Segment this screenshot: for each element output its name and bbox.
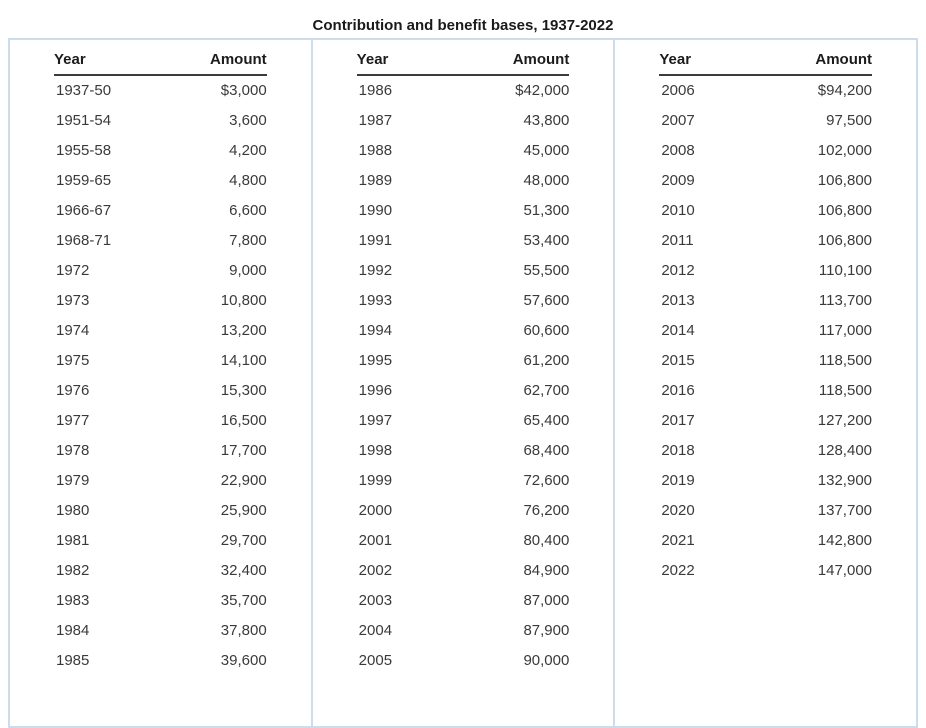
amount-cell: 142,800 <box>817 532 873 549</box>
header-row <box>659 40 872 75</box>
table-row <box>54 136 267 166</box>
table-row <box>54 586 267 616</box>
year-cell: 2008 <box>661 142 695 159</box>
year-cell: 1991 <box>358 232 393 249</box>
amount-cell: 48,000 <box>523 172 570 189</box>
year-cell: 2014 <box>661 322 695 339</box>
data-table <box>659 40 872 586</box>
table-row <box>357 586 570 616</box>
table-row <box>54 166 267 196</box>
year-cell: 1955-58 <box>56 142 112 159</box>
year-cell: 1968-71 <box>56 232 112 249</box>
contribution-benefit-bases-table <box>8 38 918 728</box>
table-row <box>357 436 570 466</box>
amount-cell: 106,800 <box>817 172 873 189</box>
year-cell: 2021 <box>661 532 695 549</box>
year-cell: 2002 <box>358 562 393 579</box>
year-cell: 1979 <box>56 472 90 489</box>
amount-cell: 147,000 <box>817 562 873 579</box>
data-table <box>54 40 267 676</box>
table-row <box>54 466 267 496</box>
table-row <box>357 406 570 436</box>
table-row <box>357 526 570 556</box>
amount-cell: 43,800 <box>523 112 570 129</box>
amount-cell: 6,600 <box>229 202 267 219</box>
table-row <box>659 346 872 376</box>
year-cell: 1986 <box>358 82 393 99</box>
amount-cell: 39,600 <box>220 652 267 669</box>
table-row <box>659 466 872 496</box>
amount-cell: 51,300 <box>523 202 570 219</box>
year-cell: 1989 <box>358 172 393 189</box>
amount-cell: 25,900 <box>220 502 267 519</box>
table-row <box>54 496 267 526</box>
table-row <box>54 526 267 556</box>
year-cell: 2004 <box>358 622 393 639</box>
year-cell: 1985 <box>56 652 90 669</box>
table-row <box>357 106 570 136</box>
table-row <box>659 526 872 556</box>
year-cell: 1980 <box>56 502 90 519</box>
amount-cell: 132,900 <box>817 472 873 489</box>
amount-cell: 3,600 <box>229 112 267 129</box>
table-row <box>54 376 267 406</box>
table-row <box>54 616 267 646</box>
year-cell: 1974 <box>56 322 90 339</box>
table-panel-2006-2022 <box>613 40 916 726</box>
amount-cell: 32,400 <box>220 562 267 579</box>
table-row <box>357 166 570 196</box>
table-row <box>357 346 570 376</box>
year-cell: 1987 <box>358 112 393 129</box>
amount-cell: 106,800 <box>817 202 873 219</box>
table-row <box>54 256 267 286</box>
amount-cell: 57,600 <box>523 292 570 309</box>
amount-column-header: Amount <box>160 40 266 75</box>
amount-cell: 127,200 <box>817 412 873 429</box>
table-row <box>659 75 872 106</box>
amount-cell: $3,000 <box>220 82 267 99</box>
table-row <box>659 406 872 436</box>
year-cell: 2018 <box>661 442 695 459</box>
amount-cell: 84,900 <box>523 562 570 579</box>
table-panel-1986-2005 <box>311 40 614 726</box>
year-cell: 2001 <box>358 532 393 549</box>
table-row <box>357 496 570 526</box>
amount-cell: 16,500 <box>220 412 267 429</box>
year-cell: 1994 <box>358 322 393 339</box>
year-cell: 2011 <box>661 232 694 249</box>
table-row <box>54 75 267 106</box>
year-cell: 2005 <box>358 652 393 669</box>
year-cell: 1982 <box>56 562 90 579</box>
year-cell: 1983 <box>56 592 90 609</box>
amount-cell: 4,200 <box>229 142 267 159</box>
year-column-header: Year <box>659 40 765 75</box>
amount-cell: 55,500 <box>523 262 570 279</box>
year-cell: 1951-54 <box>56 112 112 129</box>
year-cell: 2009 <box>661 172 695 189</box>
amount-cell: 106,800 <box>817 232 873 249</box>
year-cell: 1973 <box>56 292 90 309</box>
table-row <box>659 316 872 346</box>
amount-cell: 87,000 <box>523 592 570 609</box>
year-cell: 2003 <box>358 592 393 609</box>
year-cell: 1995 <box>358 352 393 369</box>
amount-cell: 10,800 <box>220 292 267 309</box>
year-cell: 2022 <box>661 562 695 579</box>
table-row <box>659 226 872 256</box>
data-table <box>357 40 570 676</box>
amount-cell: 9,000 <box>229 262 267 279</box>
year-cell: 2017 <box>661 412 695 429</box>
table-row <box>54 106 267 136</box>
year-cell: 2007 <box>661 112 695 129</box>
amount-cell: 118,500 <box>818 382 873 399</box>
table-row <box>659 436 872 466</box>
year-cell: 1990 <box>358 202 393 219</box>
amount-cell: 62,700 <box>523 382 570 399</box>
year-cell: 1976 <box>56 382 90 399</box>
table-row <box>54 556 267 586</box>
amount-cell: 102,000 <box>817 142 873 159</box>
year-cell: 2012 <box>661 262 695 279</box>
year-cell: 1966-67 <box>56 202 112 219</box>
amount-cell: 53,400 <box>523 232 570 249</box>
table-row <box>357 316 570 346</box>
table-row <box>54 226 267 256</box>
amount-cell: 14,100 <box>220 352 267 369</box>
table-row <box>357 286 570 316</box>
amount-cell: 110,100 <box>818 262 873 279</box>
amount-cell: 45,000 <box>523 142 570 159</box>
amount-cell: $94,200 <box>817 82 873 99</box>
table-row <box>357 136 570 166</box>
table-row <box>659 136 872 166</box>
header-row <box>54 40 267 75</box>
table-row <box>659 286 872 316</box>
year-cell: 1999 <box>358 472 393 489</box>
amount-cell: 87,900 <box>523 622 570 639</box>
amount-cell: 128,400 <box>817 442 873 459</box>
table-row <box>357 196 570 226</box>
amount-cell: 4,800 <box>229 172 267 189</box>
table-row <box>357 226 570 256</box>
amount-cell: 117,000 <box>818 322 873 339</box>
page-title: Contribution and benefit bases, 1937-2022 <box>312 17 614 34</box>
amount-column-header: Amount <box>766 40 872 75</box>
year-cell: 1972 <box>56 262 90 279</box>
amount-column-header: Amount <box>463 40 569 75</box>
year-cell: 1997 <box>358 412 393 429</box>
table-row <box>659 376 872 406</box>
amount-cell: $42,000 <box>515 82 570 99</box>
amount-cell: 97,500 <box>826 112 873 129</box>
amount-cell: 7,800 <box>229 232 267 249</box>
amount-cell: 60,600 <box>523 322 570 339</box>
table-body <box>357 75 570 676</box>
year-cell: 1937-50 <box>56 82 112 99</box>
year-cell: 1998 <box>358 442 393 459</box>
year-column-header: Year <box>357 40 463 75</box>
year-cell: 1981 <box>56 532 90 549</box>
year-cell: 1975 <box>56 352 90 369</box>
table-row <box>357 466 570 496</box>
table-row <box>659 166 872 196</box>
table-row <box>659 256 872 286</box>
table-row <box>54 646 267 676</box>
table-row <box>357 75 570 106</box>
year-cell: 2020 <box>661 502 695 519</box>
amount-cell: 90,000 <box>523 652 570 669</box>
amount-cell: 15,300 <box>220 382 267 399</box>
amount-cell: 72,600 <box>523 472 570 489</box>
amount-cell: 68,400 <box>523 442 570 459</box>
year-column-header: Year <box>54 40 160 75</box>
table-row <box>659 106 872 136</box>
amount-cell: 61,200 <box>523 352 570 369</box>
table-row <box>54 406 267 436</box>
table-body <box>54 75 267 676</box>
table-row <box>357 646 570 676</box>
amount-cell: 17,700 <box>220 442 267 459</box>
amount-cell: 76,200 <box>523 502 570 519</box>
amount-cell: 80,400 <box>523 532 570 549</box>
amount-cell: 37,800 <box>220 622 267 639</box>
amount-cell: 113,700 <box>818 292 873 309</box>
amount-cell: 35,700 <box>220 592 267 609</box>
amount-cell: 137,700 <box>817 502 873 519</box>
table-row <box>659 496 872 526</box>
table-body <box>659 75 872 586</box>
year-cell: 1977 <box>56 412 90 429</box>
year-cell: 1996 <box>358 382 393 399</box>
amount-cell: 13,200 <box>220 322 267 339</box>
table-row <box>54 346 267 376</box>
table-row <box>357 556 570 586</box>
table-row <box>54 196 267 226</box>
table-row <box>659 196 872 226</box>
amount-cell: 118,500 <box>818 352 873 369</box>
year-cell: 2016 <box>661 382 695 399</box>
year-cell: 2013 <box>661 292 695 309</box>
table-row <box>357 616 570 646</box>
amount-cell: 65,400 <box>523 412 570 429</box>
year-cell: 1993 <box>358 292 393 309</box>
table-panel-1937-1985 <box>10 40 311 726</box>
year-cell: 2006 <box>661 82 695 99</box>
amount-cell: 22,900 <box>220 472 267 489</box>
table-row <box>54 436 267 466</box>
year-cell: 1992 <box>358 262 393 279</box>
year-cell: 2000 <box>358 502 393 519</box>
table-row <box>54 286 267 316</box>
year-cell: 2019 <box>661 472 695 489</box>
amount-cell: 29,700 <box>220 532 267 549</box>
year-cell: 1959-65 <box>56 172 112 189</box>
year-cell: 2015 <box>661 352 695 369</box>
year-cell: 2010 <box>661 202 695 219</box>
table-row <box>357 376 570 406</box>
year-cell: 1988 <box>358 142 393 159</box>
year-cell: 1978 <box>56 442 90 459</box>
year-cell: 1984 <box>56 622 90 639</box>
table-row <box>659 556 872 586</box>
table-row <box>54 316 267 346</box>
header-row <box>357 40 570 75</box>
table-row <box>357 256 570 286</box>
